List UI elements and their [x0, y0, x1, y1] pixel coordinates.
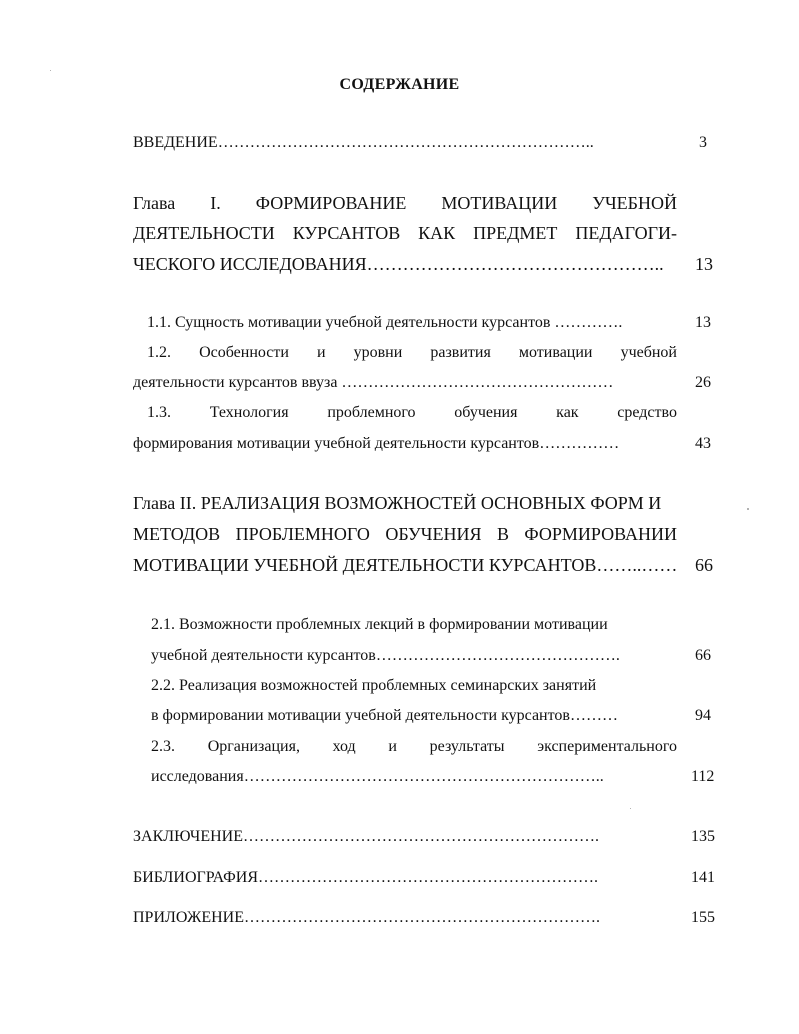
- chapter-2-title-line-2: [133, 523, 677, 545]
- chapter-1-title-line-3: ЧЕСКОГО ИССЛЕДОВАНИЯ…………………………………………..: [133, 254, 664, 274]
- page-number: 155: [691, 909, 715, 926]
- page-number: 43: [695, 435, 711, 452]
- toc-entry-intro: ВВЕДЕНИЕ……………………………………………………………..: [133, 134, 594, 151]
- word: ФОРМИРОВАНИЕ: [255, 193, 407, 213]
- word: ФОРМИРОВАНИИ: [524, 524, 677, 544]
- scan-speck: [630, 808, 631, 809]
- word: как: [556, 404, 579, 421]
- toc-entry-2-2-line-1: 2.2. Реализация возможностей проблемных семинарских занятий: [151, 677, 597, 694]
- toc-entry-appendix: ПРИЛОЖЕНИЕ………………………………………………………….: [133, 909, 601, 926]
- toc-entry-1-3-line-2: формирования мотивации учебной деятельности курсантов……………: [133, 435, 620, 452]
- word: результаты: [429, 738, 505, 755]
- word: УЧЕБНОЙ: [592, 193, 677, 213]
- page-number: 94: [695, 707, 711, 724]
- word: проблемного: [327, 404, 416, 421]
- word: ход: [332, 738, 356, 755]
- word: ДЕЯТЕЛЬНОСТИ: [133, 223, 275, 243]
- toc-entry-2-2-line-2: в формировании мотивации учебной деятельности курсантов………: [151, 707, 618, 724]
- page-number: 13: [695, 254, 713, 274]
- toc-entry-1-2-line-2: деятельности курсантов ввуза ……………………………………………: [133, 374, 614, 391]
- scan-speck: [50, 70, 51, 71]
- word: Особенности: [199, 344, 289, 361]
- toc-entry-2-3-line-1: [151, 737, 677, 757]
- page-title: СОДЕРЖАНИЕ: [339, 76, 460, 93]
- word: Глава: [133, 193, 176, 213]
- word: ПРОБЛЕМНОГО: [235, 524, 370, 544]
- word: мотивации: [518, 344, 593, 361]
- page-number: 26: [695, 374, 711, 391]
- page-number: 66: [695, 555, 713, 575]
- word: КУРСАНТОВ: [292, 223, 401, 243]
- page-number: 112: [691, 768, 715, 785]
- word: МОТИВАЦИИ: [441, 193, 558, 213]
- page-number: 141: [691, 869, 715, 886]
- word: средство: [617, 404, 677, 421]
- word: развития: [430, 344, 491, 361]
- word: и: [388, 738, 397, 755]
- word: ПЕДАГОГИ-: [575, 223, 677, 243]
- chapter-1-title-line-2: [133, 222, 677, 244]
- word: ПРЕДМЕТ: [473, 223, 558, 243]
- word: КАК: [418, 223, 456, 243]
- page-number: 3: [699, 134, 707, 151]
- page-number: 135: [691, 828, 715, 845]
- page-number: 13: [695, 314, 711, 331]
- word: уровни: [353, 344, 403, 361]
- toc-entry-bibliography: БИБЛИОГРАФИЯ……………………………………………………….: [133, 869, 599, 886]
- word: и: [317, 344, 326, 361]
- word: обучения: [454, 404, 518, 421]
- toc-entry-1-1: 1.1. Сущность мотивации учебной деятельности курсантов ………….: [147, 314, 623, 331]
- toc-entry-conclusion: ЗАКЛЮЧЕНИЕ………………………………………………………….: [133, 828, 599, 845]
- word: учебной: [620, 344, 677, 361]
- toc-entry-1-2-line-1: [147, 343, 677, 363]
- scan-speck: [747, 508, 749, 510]
- word: ОБУЧЕНИЯ: [385, 524, 482, 544]
- chapter-1-title-line-1: [133, 192, 677, 214]
- toc-entry-2-3-line-2: исследования…………………………………………………………..: [151, 768, 604, 785]
- chapter-2-title-line-1: Глава II. РЕАЛИЗАЦИЯ ВОЗМОЖНОСТЕЙ ОСНОВНЫХ ФОРМ И: [133, 493, 662, 513]
- page-number: 66: [695, 647, 711, 664]
- word: Технология: [209, 404, 289, 421]
- toc-entry-1-3-line-1: [147, 403, 677, 423]
- word: экспериментального: [537, 738, 677, 755]
- word: Организация,: [207, 738, 300, 755]
- word: 1.3.: [147, 404, 171, 421]
- word: В: [496, 524, 509, 544]
- toc-entry-2-1-line-1: 2.1. Возможности проблемных лекций в формировании мотивации: [151, 616, 608, 633]
- word: 1.2.: [147, 344, 171, 361]
- chapter-2-title-line-3: МОТИВАЦИИ УЧЕБНОЙ ДЕЯТЕЛЬНОСТИ КУРСАНТОВ……..……: [133, 555, 678, 575]
- toc-entry-2-1-line-2: учебной деятельности курсантов……………………………………….: [151, 647, 620, 664]
- word: I.: [210, 193, 221, 213]
- word: 2.3.: [151, 738, 175, 755]
- word: МЕТОДОВ: [133, 524, 221, 544]
